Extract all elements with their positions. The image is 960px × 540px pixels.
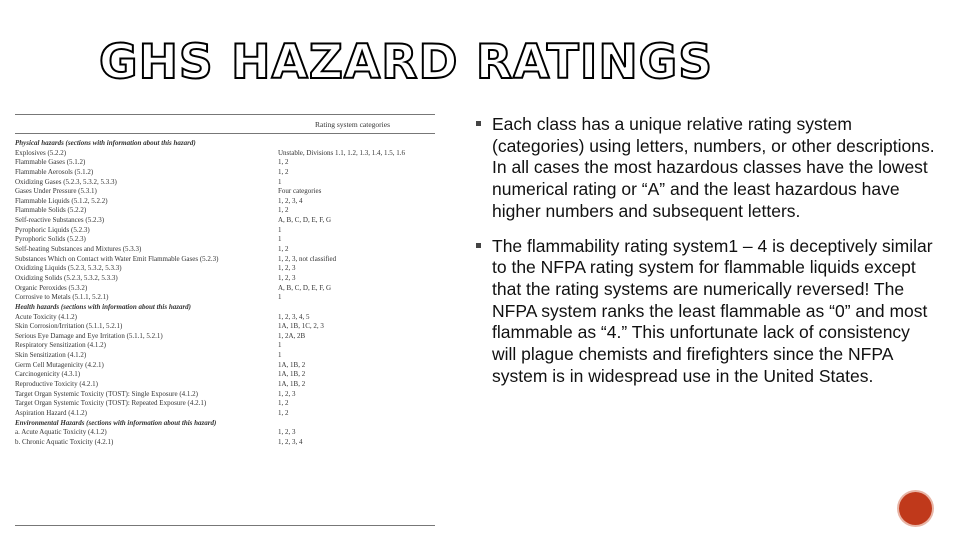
rating-cell: 1 — [278, 235, 282, 244]
rating-cell: 1 — [278, 351, 282, 360]
rating-cell: 1 — [278, 177, 282, 186]
table-row — [15, 235, 435, 245]
table-row — [15, 149, 435, 159]
hazard-class-cell: Self-reactive Substances (5.2.3) — [15, 216, 105, 225]
rating-cell: 1, 2 — [278, 408, 289, 417]
table-section-row — [15, 419, 435, 429]
rating-cell: 1A, 1B, 2 — [278, 380, 306, 389]
table-row — [15, 158, 435, 168]
bullet-list — [476, 114, 936, 400]
rating-cell: A, B, C, D, E, F, G — [278, 216, 332, 225]
table-row — [15, 216, 435, 226]
hazard-class-cell: Carcinogenicity (4.3.1) — [15, 370, 81, 379]
rating-cell: Four categories — [278, 187, 322, 196]
rating-cell: 1A, 1B, 1C, 2, 3 — [278, 322, 324, 331]
rating-column-header: Rating system categories — [315, 120, 390, 129]
rating-cell: 1, 2, 3, 4 — [278, 196, 303, 205]
hazard-class-cell: Self-heating Substances and Mixtures (5.3.3) — [15, 245, 142, 254]
table-row — [15, 313, 435, 323]
table-row — [15, 255, 435, 265]
rating-cell: Unstable, Divisions 1.1, 1.2, 1.3, 1.4, 1.5, 1.6 — [278, 148, 405, 157]
table-row — [15, 187, 435, 197]
hazard-class-cell: Skin Sensitization (4.1.2) — [15, 351, 87, 360]
hazard-class-cell: Acute Toxicity (4.1.2) — [15, 312, 77, 321]
rating-cell: 1 — [278, 293, 282, 302]
hazard-class-cell: Organic Peroxides (5.3.2) — [15, 283, 88, 292]
hazard-class-cell: Health hazards (sections with information about this hazard) — [15, 302, 192, 311]
table-row — [15, 380, 435, 390]
hazard-class-cell: Flammable Liquids (5.1.2, 5.2.2) — [15, 196, 108, 205]
table-row — [15, 274, 435, 284]
table-row — [15, 322, 435, 332]
bullet-item — [476, 114, 936, 223]
hazard-class-cell: Oxidizing Solids (5.2.3, 5.3.2, 5.3.3) — [15, 273, 118, 282]
hazard-class-cell: Physical hazards (sections with information about this hazard) — [15, 139, 196, 147]
rating-cell: 1, 2, 3 — [278, 428, 296, 437]
table-row — [15, 206, 435, 216]
hazard-class-cell: Pyrophoric Solids (5.2.3) — [15, 235, 86, 244]
rating-cell: 1A, 1B, 2 — [278, 360, 306, 369]
hazard-table-body — [15, 139, 435, 448]
bullet-square-icon — [476, 121, 481, 126]
rating-cell: 1, 2 — [278, 399, 289, 408]
rating-cell — [278, 139, 435, 149]
table-row — [15, 264, 435, 274]
hazard-ratings-table — [15, 114, 435, 526]
table-row — [15, 399, 435, 409]
table-row — [15, 284, 435, 294]
hazard-class-cell: Germ Cell Mutagenicity (4.2.1) — [15, 360, 104, 369]
page-title: GHS HAZARD RATINGS — [99, 35, 714, 90]
table-row — [15, 409, 435, 419]
table-row — [15, 361, 435, 371]
table-section-row — [15, 303, 435, 313]
hazard-class-cell: Oxidizing Liquids (5.2.3, 5.3.2, 5.3.3) — [15, 264, 122, 273]
rating-cell: 1, 2, 3 — [278, 389, 296, 398]
hazard-class-cell: Target Organ Systemic Toxicity (TOST): Repeated Exposure (4.2.1) — [15, 399, 207, 408]
hazard-class-cell: Explosives (5.2.2) — [15, 148, 67, 157]
hazard-class-cell: Gases Under Pressure (5.3.1) — [15, 187, 97, 196]
table-section-row — [15, 139, 435, 149]
bullet-square-icon — [476, 243, 481, 248]
bullet-item — [476, 236, 936, 388]
rating-cell: 1, 2, 3, 4 — [278, 437, 303, 446]
table-header-rule — [15, 133, 435, 134]
table-row — [15, 168, 435, 178]
rating-cell — [278, 303, 435, 313]
rating-cell — [278, 419, 435, 429]
rating-cell: 1, 2, 3 — [278, 264, 296, 273]
rating-cell: 1, 2, 3, 4, 5 — [278, 312, 310, 321]
table-row — [15, 332, 435, 342]
table-row — [15, 341, 435, 351]
hazard-class-cell: Serious Eye Damage and Eye Irritation (5.1.1, 5.2.1) — [15, 331, 163, 340]
bullet-text: The flammability rating system1 – 4 is deceptively similar to the NFPA rating system for flammable liquids except that the rating systems are numerically reversed! The NFPA system ranks the least flammable as “0” and most flammable as “4.” This unfortunate lack of consistency will plague chemists and firefighters since the NFPA system is in widespread use in the United States. — [492, 235, 933, 386]
hazard-class-cell: Target Organ Systemic Toxicity (TOST): Single Exposure (4.1.2) — [15, 389, 199, 398]
rating-cell: 1, 2 — [278, 158, 289, 167]
rating-cell: 1, 2, 3 — [278, 273, 296, 282]
table-row — [15, 293, 435, 303]
table-top-rule — [15, 114, 435, 115]
table-row — [15, 178, 435, 188]
hazard-class-cell: Reproductive Toxicity (4.2.1) — [15, 380, 98, 389]
table-bottom-rule — [15, 525, 435, 526]
rating-cell: 1, 2 — [278, 167, 289, 176]
hazard-class-cell: Oxidizing Gases (5.2.3, 5.3.2, 5.3.3) — [15, 177, 117, 186]
rating-cell: 1 — [278, 341, 282, 350]
hazard-class-cell: Environmental Hazards (sections with information about this hazard) — [15, 418, 217, 427]
rating-cell: 1 — [278, 225, 282, 234]
rating-cell: 1, 2A, 2B — [278, 331, 306, 340]
table-row — [15, 438, 435, 448]
rating-cell: 1, 2 — [278, 206, 289, 215]
hazard-class-cell: Flammable Solids (5.2.2) — [15, 206, 87, 215]
table-row — [15, 197, 435, 207]
rating-cell: 1, 2, 3, not classified — [278, 254, 337, 263]
hazard-class-cell: b. Chronic Aquatic Toxicity (4.2.1) — [15, 437, 114, 446]
rating-cell: 1, 2 — [278, 245, 289, 254]
hazard-class-cell: Corrosive to Metals (5.1.1, 5.2.1) — [15, 293, 109, 302]
hazard-class-cell: Aspiration Hazard (4.1.2) — [15, 408, 87, 417]
slide-badge-icon — [899, 492, 932, 525]
table-row — [15, 428, 435, 438]
hazard-class-cell: a. Acute Aquatic Toxicity (4.1.2) — [15, 428, 107, 437]
rating-cell: A, B, C, D, E, F, G — [278, 283, 332, 292]
bullet-text: Each class has a unique relative rating system (categories) using letters, numbers, or other descriptions. In all cases the most hazardous classes have the lowest numerical rating or “A” and the least hazardous have higher numbers and subsequent letters. — [492, 114, 935, 221]
hazard-class-cell: Pyrophoric Liquids (5.2.3) — [15, 225, 90, 234]
hazard-class-cell: Respiratory Sensitization (4.1.2) — [15, 341, 106, 350]
table-row — [15, 226, 435, 236]
hazard-class-cell: Skin Corrosion/Irritation (5.1.1, 5.2.1) — [15, 322, 123, 331]
table-row — [15, 245, 435, 255]
hazard-class-cell: Substances Which on Contact with Water Emit Flammable Gases (5.2.3) — [15, 254, 219, 263]
table-row — [15, 370, 435, 380]
rating-cell: 1A, 1B, 2 — [278, 370, 306, 379]
table-row — [15, 390, 435, 400]
hazard-class-cell: Flammable Gases (5.1.2) — [15, 158, 86, 167]
hazard-class-cell: Flammable Aerosols (5.1.2) — [15, 167, 94, 176]
table-row — [15, 351, 435, 361]
